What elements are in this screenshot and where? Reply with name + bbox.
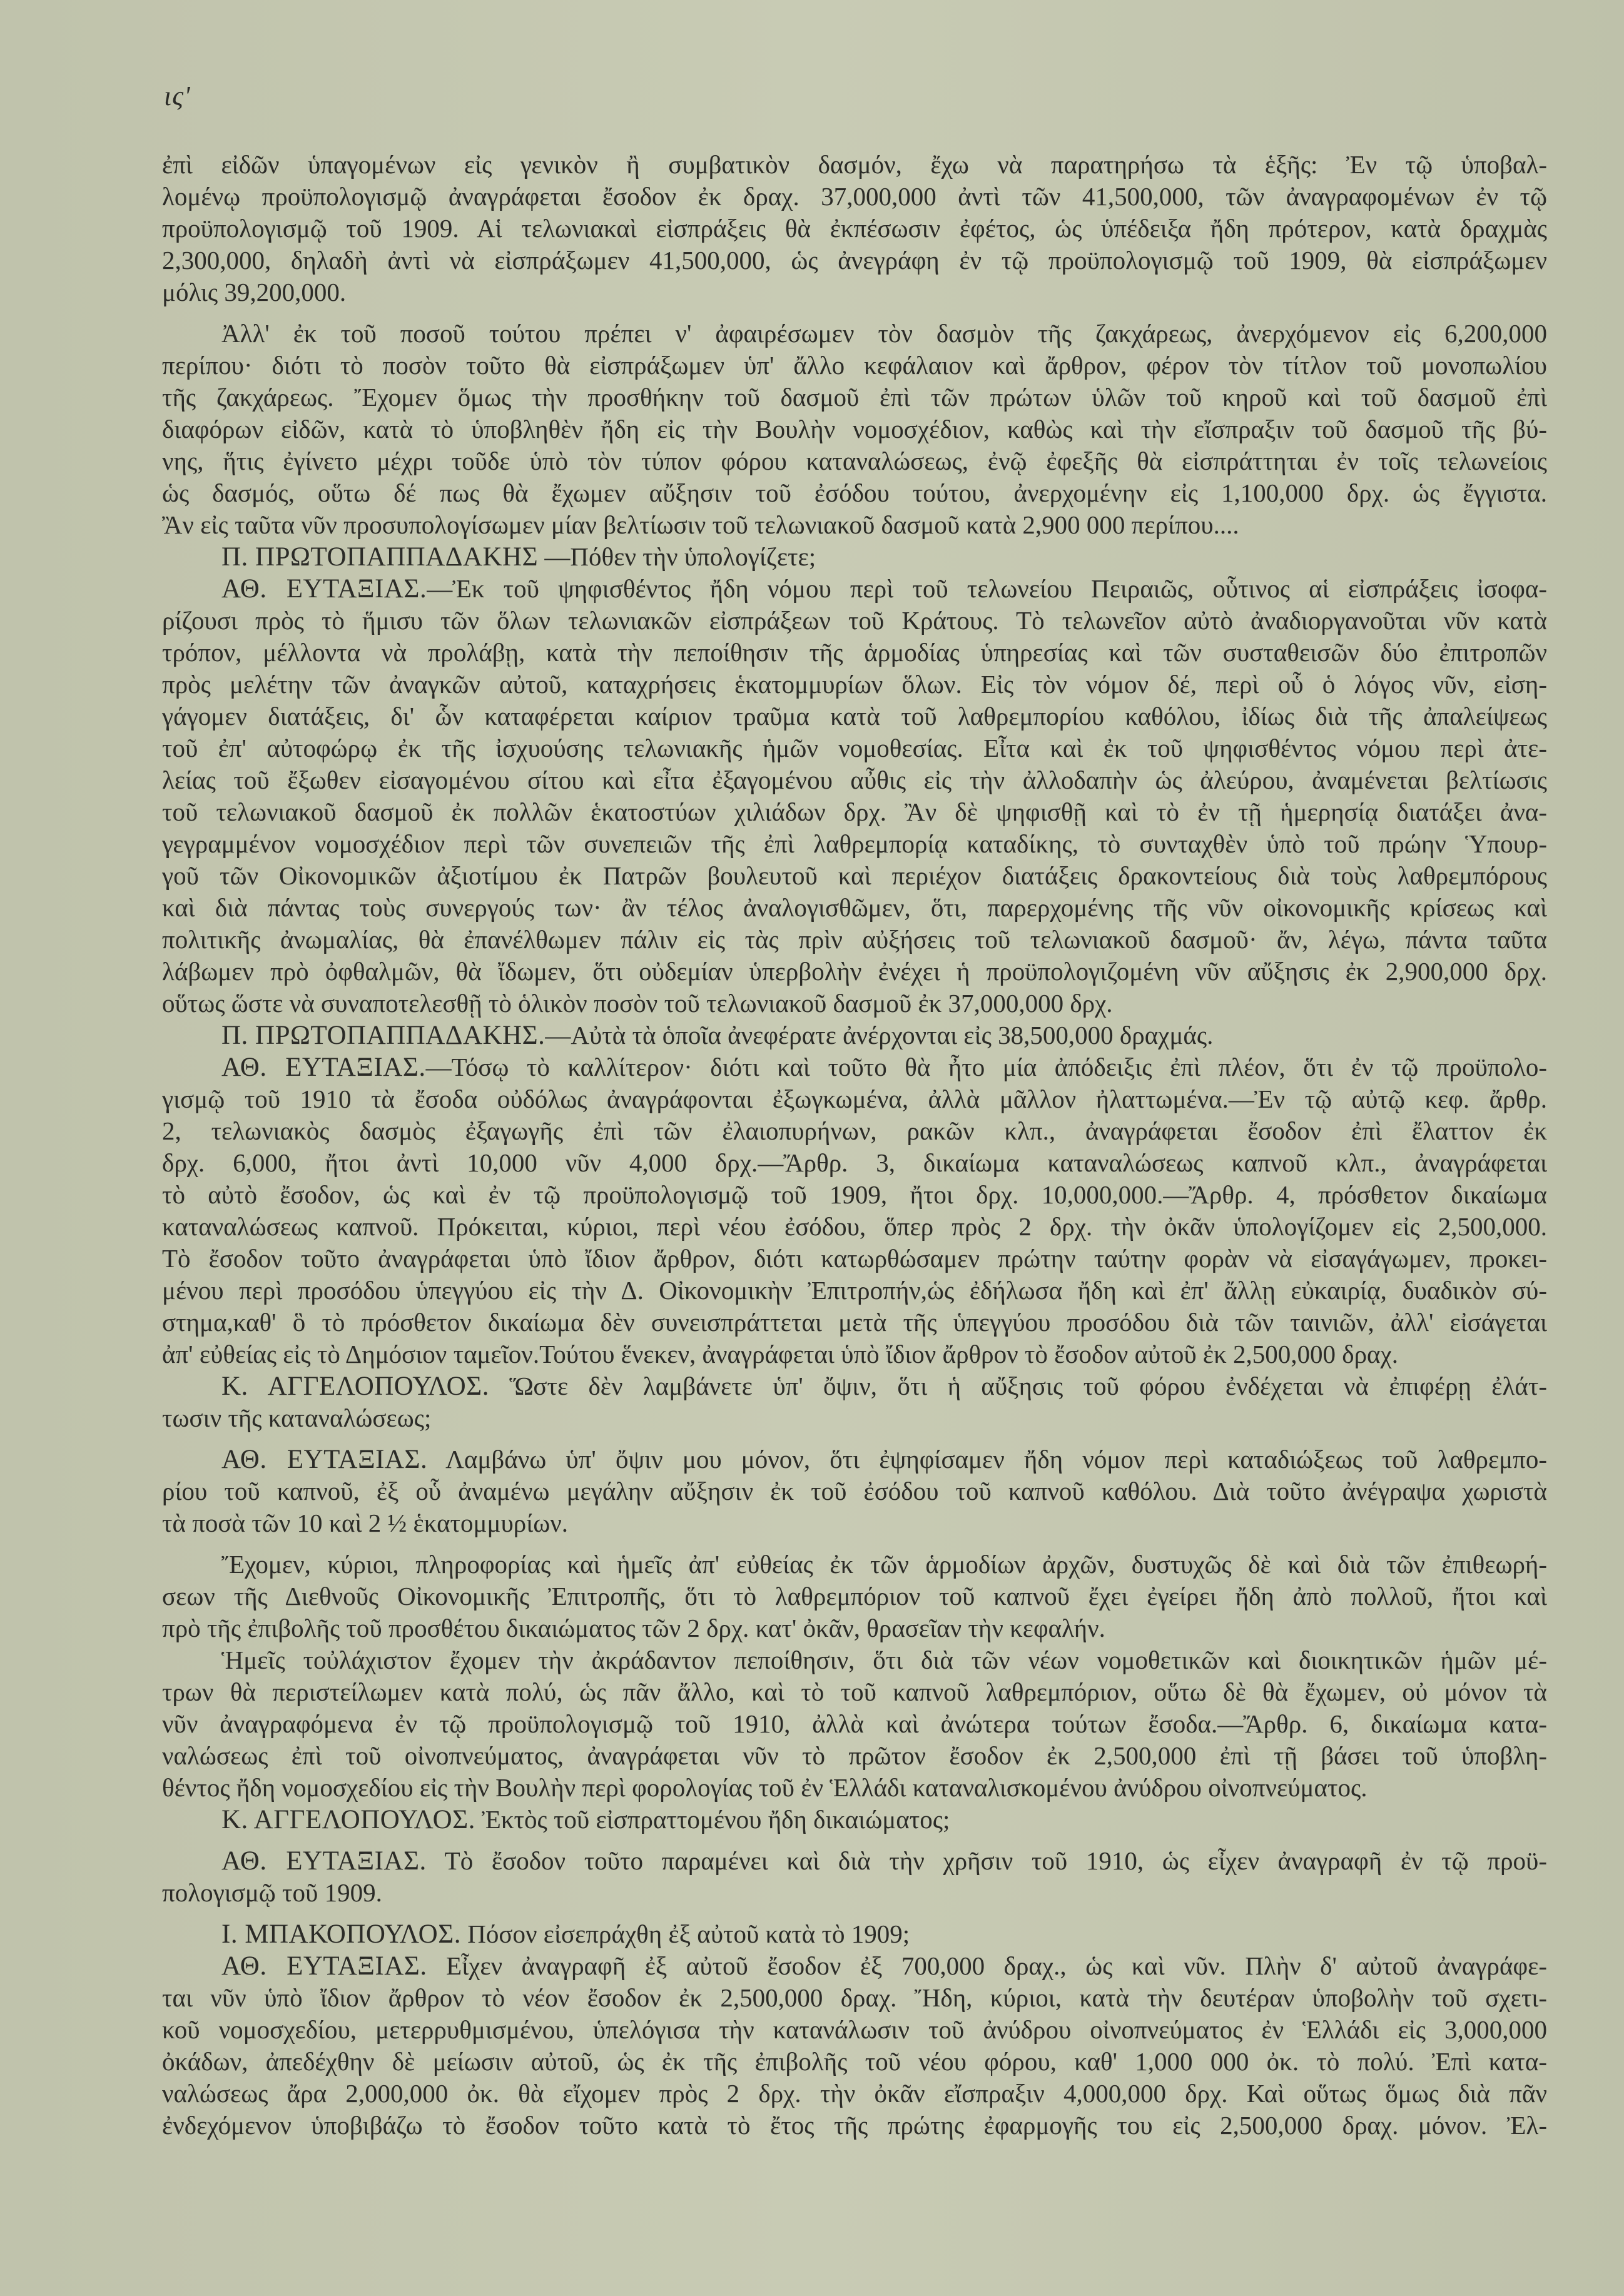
text-line <box>162 573 1547 605</box>
speaker-name: ΑΘ. ΕΥΤΑΞΙΑΣ. <box>221 574 427 604</box>
text-line: τὸ αὐτὸ ἔσοδον, ὡς καὶ ἐν τῷ προϋπολογισμῷ τοῦ 1909, ἤτοι δρχ. 10,000,000.—Ἄρθρ. 4, πρόσθετον δικαίωμα <box>162 1180 1547 1209</box>
text-line: ὀκάδων, ἀπεδέχθην δὲ μείωσιν αὐτοῦ, ὡς ἐκ τῆς ἐπιβολῆς τοῦ νέου φόρου, καθ' 1,000 000 ὀκ. τὸ πολύ. Ἐπὶ κατα- <box>162 2047 1547 2076</box>
text-line: καὶ διὰ πάντας τοὺς συνεργούς των· ἂν τέλος ἀναλογισθῶμεν, ὅτι, παρερχομένης τῆς νῦν οἰκονομικῆς κρίσεως καὶ <box>162 893 1547 922</box>
text-line <box>162 1804 1547 1836</box>
text-line: θέντος ἤδη νομοσχεδίου εἰς τὴν Βουλὴν περὶ φορολογίας τοῦ ἐν Ἑλλάδι καταναλισκομένου ἀνύδρου οἰνοπνεύματος. <box>162 1773 1368 1802</box>
speaker-paragraph <box>162 541 1547 573</box>
text-line: 2,300,000, δηλαδὴ ἀντὶ νὰ εἰσπράξωμεν 41,500,000, ὡς ἀνεγράφη ἐν τῷ προϋπολογισμῷ τοῦ 1909, θὰ εἰσπράξωμεν <box>162 246 1547 275</box>
text-line: προϋπολογισμῷ τοῦ 1909. Αἱ τελωνιακαὶ εἰσπράξεις θὰ ἐκπέσωσιν ἐφέτος, ὡς ὑπέδειξα ἤδη πρότερον, κατὰ δραχμὰς <box>162 214 1547 243</box>
text-line: καταναλώσεως καπνοῦ. Πρόκειται, κύριοι, περὶ νέου ἐσόδου, ὅπερ πρὸς 2 δρχ. τὴν ὀκᾶν ὑπολογίζομεν εἰς 2,500,000. <box>162 1212 1547 1241</box>
text-line <box>162 1370 1547 1402</box>
speaker-name: Π. ΠΡΩΤΟΠΑΠΠΑΔΑΚΗΣ. <box>221 1021 546 1050</box>
text-line: 2, τελωνιακὸς δασμὸς ἐξαγωγῆς ἐπὶ τῶν ἐλαιοπυρήνων, ρακῶν κλπ., ἀναγράφεται ἔσοδον ἐπὶ ἔλαττον ἐκ <box>162 1116 1547 1145</box>
paragraph <box>162 149 1547 308</box>
text-line: μόλις 39,200,000. <box>162 278 347 306</box>
text-line <box>162 541 1547 573</box>
speaker-paragraph <box>162 1950 1547 2142</box>
text-line: σεων τῆς Διεθνοῦς Οἰκονομικῆς Ἐπιτροπῆς, ὅτι τὸ λαθρεμπόριον τοῦ καπνοῦ ἔχει ἐγείρει ἤδη ἀπὸ πολλοῦ, ἤτοι καὶ <box>162 1582 1547 1611</box>
speaker-name: Π. ΠΡΩΤΟΠΑΠΠΑΔΑΚΗΣ <box>221 542 539 572</box>
speech-text: Λαμβάνω ὑπ' ὄψιν μου μόνον, ὅτι ἐψηφίσαμεν ἤδη νόμον περὶ καταδιώξεως τοῦ λαθρεμπο- <box>427 1445 1548 1474</box>
speech-text: Ὥστε δὲν λαμβάνετε ὑπ' ὄψιν, ὅτι ἡ αὔξησις τοῦ φόρου ἐνδέχεται νὰ ἐπιφέρῃ ἐλάτ- <box>489 1372 1547 1400</box>
text-line: ἀπ' εὐθείας εἰς τὸ Δημόσιον ταμεῖον.Τούτου ἕνεκεν, ἀναγράφεται ὑπὸ ἴδιον ἄρθρον τὸ ἔσοδον αὐτοῦ ἐκ 2,500,000 δραχ. <box>162 1340 1398 1368</box>
text-line: ται νῦν ὑπὸ ἴδιον ἄρθρον τὸ νέον ἔσοδον ἐκ 2,500,000 δραχ. Ἤδη, κύριοι, κατὰ τὴν δευτέραν ὑποβολὴν τοῦ σχετι- <box>162 1983 1547 2012</box>
speaker-paragraph <box>162 1918 1547 1950</box>
text-line: λείας τοῦ ἔξωθεν εἰσαγομένου σίτου καὶ εἶτα ἐξαγομένου αὖθις εἰς τὴν ἀλλοδαπὴν ὡς ἀλεύρου, ἀναμένεται βελτίωσις <box>162 766 1547 794</box>
speaker-paragraph <box>162 1370 1547 1434</box>
text-line: Ἂν εἰς ταῦτα νῦν προσυπολογίσωμεν μίαν βελτίωσιν τοῦ τελωνιακοῦ δασμοῦ κατὰ 2,900 000 περίπου.... <box>162 510 1239 539</box>
text-line: ὡς δασμός, οὕτω δέ πως θὰ ἔχωμεν αὔξησιν τοῦ ἐσόδου τούτου, ἀνερχομένην εἰς 1,100,000 δρχ. ὡς ἔγγιστα. <box>162 478 1547 507</box>
paragraph <box>162 1549 1547 1644</box>
text-line: τοῦ ἐπ' αὐτοφώρῳ ἐκ τῆς ἰσχυούσης τελωνιακῆς ἡμῶν νομοθεσίας. Εἶτα καὶ ἐκ τοῦ ψηφισθέντος νόμου περὶ ἀτε- <box>162 734 1547 762</box>
text-line: κοῦ νομοσχεδίου, μετερρυθμισμένου, ὑπελόγισα τὴν κατανάλωσιν τοῦ ἀνύδρου οἰνοπνεύματος ἐν Ἑλλάδι εἰς 3,000,000 <box>162 2015 1547 2044</box>
text-line: γάγομεν διατάξεις, δι' ὧν καταφέρεται καίριον τραῦμα κατὰ τοῦ λαθρεμπορίου καθόλου, ἰδίως διὰ τῆς ἀπαλείψεως <box>162 702 1547 731</box>
text-line: τρων θὰ περιστείλωμεν κατὰ πολύ, ὡς πᾶν ἄλλο, καὶ τὸ τοῦ καπνοῦ λαθρεμπόριον, οὕτω δὲ θὰ ἔχωμεν, οὐ μόνον τὰ <box>162 1677 1547 1706</box>
text-line: λομένῳ προϋπολογισμῷ ἀναγράφεται ἔσοδον ἐκ δραχ. 37,000,000 ἀντὶ τῶν 41,500,000, τῶν ἀναγραφομένων ἐν τῷ <box>162 182 1547 211</box>
document-body <box>162 149 1547 2142</box>
speaker-name: ΑΘ. ΕΥΤΑΞΙΑΣ. <box>221 1445 428 1474</box>
text-line: Ἀλλ' ἐκ τοῦ ποσοῦ τούτου πρέπει ν' ἀφαιρέσωμεν τὸν δασμὸν τῆς ζακχάρεως, ἀνερχόμενον εἰς 6,200,000 <box>221 319 1547 348</box>
speaker-paragraph <box>162 1444 1547 1539</box>
text-line: τὰ ποσὰ τῶν 10 καὶ 2 ½ ἑκατομμυρίων. <box>162 1509 569 1537</box>
text-line: τῆς ζακχάρεως. Ἔχομεν ὅμως τὴν προσθήκην τοῦ δασμοῦ ἐπὶ τῶν πρώτων ὑλῶν τοῦ κηροῦ καὶ τοῦ δασμοῦ ἐπὶ <box>162 383 1547 412</box>
speaker-paragraph <box>162 1845 1547 1909</box>
speaker-name: ΑΘ. ΕΥΤΑΞΙΑΣ. <box>221 1053 426 1082</box>
speaker-name: Ι. ΜΠΑΚΟΠΟΥΛΟΣ. <box>221 1919 462 1949</box>
text-line: πολιτικῆς ἀνωμαλίας, θὰ ἐπανέλθωμεν πάλιν εἰς τὰς πρὶν αὐξήσεις τοῦ τελωνιακοῦ δασμοῦ· ἄν, λέγω, πάντα ταῦτα <box>162 925 1547 954</box>
speech-text: Τὸ ἔσοδον τοῦτο παραμένει καὶ διὰ τὴν χρῆσιν τοῦ 1910, ὡς εἶχεν ἀναγραφῆ ἐν τῷ προϋ- <box>426 1846 1547 1875</box>
text-line: Ἔχομεν, κύριοι, πληροφορίας καὶ ἡμεῖς ἀπ' εὐθείας ἐκ τῶν ἁρμοδίων ἀρχῶν, δυστυχῶς δὲ καὶ διὰ τῶν ἐπιθεωρή- <box>221 1550 1547 1579</box>
text-line: λάβωμεν πρὸ ὀφθαλμῶν, θὰ ἴδωμεν, ὅτι οὐδεμίαν ὑπερβολὴν ἐνέχει ἡ προϋπολογιζομένη νῦν αὔξησις ἐκ 2,900,000 δρχ. <box>162 957 1547 986</box>
text-line <box>162 1051 1547 1083</box>
text-line: γισμῷ τοῦ 1910 τὰ ἔσοδα οὐδόλως ἀναγράφονται ἐξωγκωμένα, ἀλλὰ μᾶλλον ἠλαττωμένα.—Ἐν τῷ αὐτῷ κεφ. ἄρθρ. <box>162 1085 1547 1113</box>
text-line <box>162 1019 1547 1051</box>
text-line: περίπου· διότι τὸ ποσὸν τοῦτο θὰ εἰσπράξωμεν ὑπ' ἄλλο κεφάλαιον καὶ ἄρθρον, φέρον τὸν τίτλον τοῦ μονοπωλίου <box>162 351 1547 380</box>
speaker-name: Κ. ΑΓΓΕΛΟΠΟΥΛΟΣ. <box>221 1372 489 1401</box>
speaker-paragraph <box>162 1019 1547 1051</box>
text-line: ἐνδεχόμενον ὑποβιβάζω τὸ ἔσοδον τοῦτο κατὰ τὸ ἔτος τῆς πρώτης ἐφαρμογῆς του εἰς 2,500,000 δραχ. μόνον. Ἐλ- <box>162 2111 1547 2140</box>
text-line: ναλώσεως ἄρα 2,000,000 ὀκ. θὰ εἴχομεν πρὸς 2 δρχ. τὴν ὀκᾶν εἴσπραξιν 4,000,000 δρχ. Καὶ οὕτως ὅμως διὰ πᾶν <box>162 2079 1547 2108</box>
text-line: Τὸ ἔσοδον τοῦτο ἀναγράφεται ὑπὸ ἴδιον ἄρθρον, διότι κατωρθώσαμεν πρώτην ταύτην φορὰν νὰ εἰσαγάγωμεν, προκει- <box>162 1244 1547 1273</box>
text-line <box>162 1845 1547 1877</box>
speech-text: Εἶχεν ἀναγραφῆ ἐξ αὐτοῦ ἔσοδον ἐξ 700,000 δραχ., ὡς καὶ νῦν. Πλὴν δ' αὐτοῦ ἀναγράφε- <box>427 1951 1547 1980</box>
speaker-paragraph <box>162 1804 1547 1836</box>
text-line: τοῦ τελωνιακοῦ δασμοῦ ἐκ πολλῶν ἑκατοστύων χιλιάδων δρχ. Ἂν δὲ ψηφισθῇ καὶ τὸ ἐν τῇ ἡμερησίᾳ διατάξει ἀνα- <box>162 797 1547 826</box>
text-line: Ἡμεῖς τοὐλάχιστον ἔχομεν τὴν ἀκράδαντον πεποίθησιν, ὅτι διὰ τῶν νέων νομοθετικῶν καὶ διοικητικῶν ἡμῶν μέ- <box>221 1646 1547 1674</box>
text-line: νῦν ἀναγραφόμενα ἐν τῷ προϋπολογισμῷ τοῦ 1910, ἀλλὰ καὶ ἀνώτερα τούτων ἔσοδα.—Ἄρθρ. 6, δικαίωμα κατα- <box>162 1709 1547 1738</box>
speaker-paragraph <box>162 1051 1547 1370</box>
text-line: διαφόρων εἰδῶν, κατὰ τὸ ὑποβληθὲν ἤδη εἰς τὴν Βουλὴν νομοσχέδιον, καθὼς καὶ τὴν εἴσπραξιν τοῦ δασμοῦ τῆς βύ- <box>162 415 1547 443</box>
text-line: πρὸ τῆς ἐπιβολῆς τοῦ προσθέτου δικαιώματος τῶν 2 δρχ. κατ' ὀκᾶν, θρασεῖαν τὴν κεφαλήν. <box>162 1614 1105 1642</box>
speech-text: —Πόθεν τὴν ὑπολογίζετε; <box>538 542 816 571</box>
text-line: ναλώσεως ἐπὶ τοῦ οἰνοπνεύματος, ἀναγράφεται νῦν τὸ πρῶτον ἔσοδον ἐκ 2,500,000 ἐπὶ τῇ βάσει τοῦ ὑποβλη- <box>162 1741 1547 1770</box>
speech-text: Ἐκτὸς τοῦ εἰσπραττομένου ἤδη δικαιώματος; <box>475 1805 950 1834</box>
text-line <box>162 1918 1547 1950</box>
text-line: πολογισμῷ τοῦ 1909. <box>162 1878 382 1907</box>
speech-text: —Τόσῳ τὸ καλλίτερον· διότι καὶ τοῦτο θὰ ἦτο μία ἀπόδειξις ἐπὶ πλέον, ὅτι ἐν τῷ προϋπολο- <box>425 1053 1547 1081</box>
speaker-name: ΑΘ. ΕΥΤΑΞΙΑΣ. <box>221 1951 427 1981</box>
speaker-name: Κ. ΑΓΓΕΛΟΠΟΥΛΟΣ. <box>221 1805 475 1834</box>
speech-text: Πόσον εἰσεπράχθη ἐξ αὐτοῦ κατὰ τὸ 1909; <box>461 1919 910 1948</box>
page-number: ις' <box>164 81 191 111</box>
text-line: δρχ. 6,000, ἤτοι ἀντὶ 10,000 νῦν 4,000 δρχ.—Ἄρθρ. 3, δικαίωμα καταναλώσεως καπνοῦ κλπ., ἀναγράφεται <box>162 1148 1547 1177</box>
speaker-paragraph <box>162 573 1547 1019</box>
text-line: στημα,καθ' ὃ τὸ πρόσθετον δικαίωμα δὲν συνεισπράττεται μετὰ τῆς ὑπεγγύου προσόδου διὰ τῶν ταινιῶν, ἀλλ' εἰσάγεται <box>162 1308 1547 1337</box>
text-line: πρὸς μελέτην τῶν ἀναγκῶν αὐτοῦ, καταχρήσεις ἑκατομμυρίων ὅλων. Εἰς τὸν νόμον δέ, περὶ οὗ ὁ λόγος νῦν, εἰση- <box>162 670 1547 699</box>
text-line: μένου περὶ προσόδου ὑπεγγύου εἰς τὴν Δ. Οἰκονομικὴν Ἐπιτροπήν,ὡς ἐδήλωσα ἤδη καὶ ἐπ' ἄλλῃ εὐκαιρίᾳ, δυαδικὸν σύ- <box>162 1276 1547 1305</box>
text-line: γεγραμμένον νομοσχέδιον περὶ τῶν συνεπειῶν τῆς ἐπὶ λαθρεμπορίᾳ καταδίκης, τὸ συνταχθὲν ὑπὸ τοῦ πρώην Ὑπουρ- <box>162 829 1547 858</box>
text-line <box>162 1444 1547 1475</box>
speech-text: —Ἐκ τοῦ ψηφισθέντος ἤδη νόμου περὶ τοῦ τελωνείου Πειραιῶς, οὗτινος αἱ εἰσπράξεις ἰσοφα- <box>427 574 1547 603</box>
text-line: ἐπὶ εἰδῶν ὑπαγομένων εἰς γενικὸν ἢ συμβατικὸν δασμόν, ἔχω νὰ παρατηρήσω τὰ ἑξῆς: Ἐν τῷ ὑποβαλ- <box>162 150 1547 179</box>
paragraph <box>162 318 1547 541</box>
speaker-name: ΑΘ. ΕΥΤΑΞΙΑΣ. <box>221 1846 427 1876</box>
paragraph <box>162 1644 1547 1804</box>
text-line: τωσιν τῆς καταναλώσεως; <box>162 1403 432 1432</box>
text-line: οὕτως ὥστε νὰ συναποτελεσθῇ τὸ ὁλικὸν ποσὸν τοῦ τελωνιακοῦ δασμοῦ ἐκ 37,000,000 δρχ. <box>162 989 1113 1018</box>
text-line <box>162 1950 1547 1982</box>
text-line: γοῦ τῶν Οἰκονομικῶν ἀξιοτίμου ἐκ Πατρῶν βουλευτοῦ καὶ περιέχον διατάξεις δρακοντείους διὰ τοὺς λαθρεμπόρους <box>162 861 1547 890</box>
speech-text: —Αὐτὰ τὰ ὁποῖα ἀνεφέρατε ἀνέρχονται εἰς 38,500,000 δραχμάς. <box>545 1021 1214 1049</box>
text-line: ρίζουσι πρὸς τὸ ἥμισυ τῶν ὅλων τελωνιακῶν εἰσπράξεων τοῦ Κράτους. Τὸ τελωνεῖον αὐτὸ ἀναδιοργανοῦται νῦν κατὰ <box>162 606 1547 635</box>
text-line: νης, ἥτις ἐγίνετο μέχρι τοῦδε ὑπὸ τὸν τύπον φόρου καταναλώσεως, ἐνῷ ἐφεξῆς θὰ εἰσπράττηται ἐν τοῖς τελωνείοις <box>162 447 1547 475</box>
text-line: τρόπον, μέλλοντα νὰ προλάβῃ, κατὰ τὴν πεποίθησιν τῆς ἁρμοδίας ὑπηρεσίας καὶ τῶν συσταθεισῶν δύο ἐπιτροπῶν <box>162 638 1547 667</box>
text-line: ρίου τοῦ καπνοῦ, ἐξ οὗ ἀναμένω μεγάλην αὔξησιν ἐκ τοῦ ἐσόδου τοῦ καπνοῦ καθόλου. Διὰ τοῦτο ἀνέγραψα χωριστὰ <box>162 1477 1547 1505</box>
